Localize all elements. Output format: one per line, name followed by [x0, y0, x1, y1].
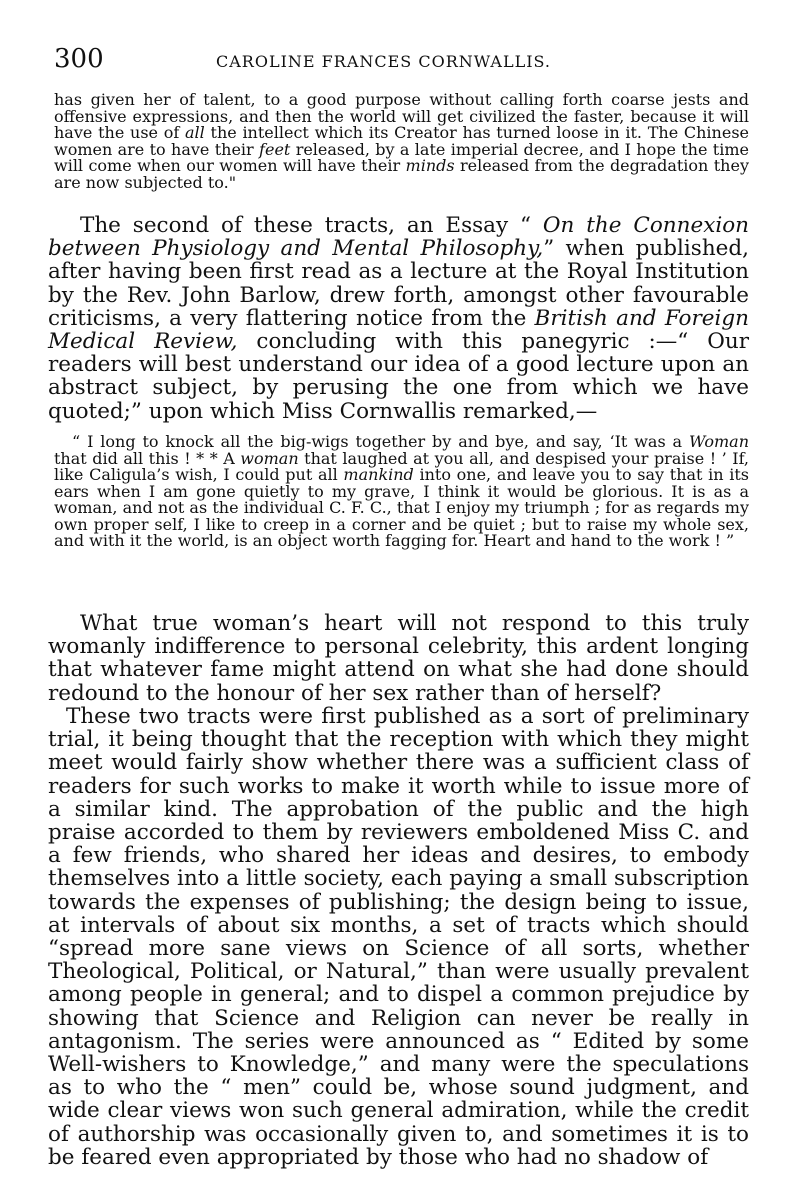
paragraph-second-tract: The second of these tracts, an Essay “ On the Connexion between Physiology and Mental Philosophy,” when published, after having been first read as a lecture at the Royal Institution by the Rev. John Barlow, drew forth, amongst other favourable criticisms, a very flattering notice from the British and Foreign Medical Review, concluding with this panegyric :—“ Our readers will best understand our idea of a good lecture upon an abstract subject, by perusing the one from which we have quoted;” upon which Miss Cornwallis remarked,—	[48, 213, 749, 424]
paragraph-womans-heart: What true woman’s heart will not respond to this truly womanly indifference to personal celebrity, this ardent longing that whatever fame might attend on what she had done should redound to the honour of her sex rather than of herself?	[48, 611, 749, 706]
block-quote-big-wigs: “ I long to knock all the big-wigs together by and bye, and say, ‘It was a Woman that did all this ! * * A woman that laughed at you all, and despised your praise ! ’ If, like Caligula’s wish, I could put all mankind into one, and leave you to say that in its ears when I am gone quietly to my grave, I think it would be glorious. It is as a woman, and not as the individual C. F. C., that I enjoy my triumph ; for as regards my own proper self, I like to creep in a corner and be quiet ; but to raise my whole sex, and with it the world, is an object worth fagging for. Heart and hand to the work ! ”	[54, 432, 749, 550]
page-number: 300	[54, 44, 104, 74]
page-header	[54, 44, 749, 78]
paragraph-two-tracts: These two tracts were first published as a sort of preliminary trial, it being thought that the reception with which they might meet would fairly show whether there was a sufficient class of readers for such works to make it worth while to issue more of a similar kind. The approbation of the public and the high praise accorded to them by reviewers emboldened Miss C. and a few friends, who shared her ideas and desires, to embody themselves into a little society, each paying a small subscription towards the expenses of publishing; the design being to issue, at intervals of about six months, a set of tracts which should “spread more sane views on Science of all sorts, whether Theological, Political, or Natural,” than were usually prevalent among people in general; and to dispel a common prejudice by showing that Science and Religion can never be really in antagonism. The series were announced as “ Edited by some Well-wishers to Knowledge,” and many were the speculations as to who the “ men” could be, whose sound judgment, and wide clear views won such general admiration, while the credit of authorship was occasionally given to, and sometimes it is to be feared even appropriated by those who had no shadow of	[48, 704, 749, 1170]
quote-continuation: has given her of talent, to a good purpose without calling forth coarse jests and offensive expressions, and then the world will get civilized the faster, because it will have the use of all the intellect which its Creator has turned loose in it. The Chinese women are to have their feet released, by a late imperial decree, and I hope the time will come when our women will have their minds released from the degradation they are now subjected to."	[54, 90, 749, 192]
running-title: CAROLINE FRANCES CORNWALLIS.	[216, 52, 551, 71]
